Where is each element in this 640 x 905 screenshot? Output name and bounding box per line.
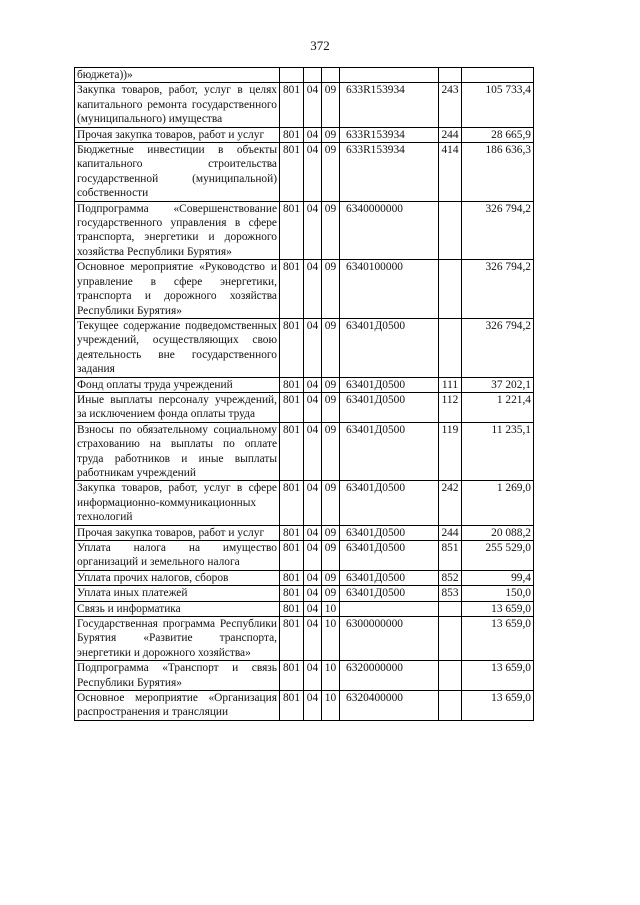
line-item-name: Связь и информатика [75,601,280,616]
table-row [75,601,534,616]
amount: 1 269,0 [462,481,534,525]
target-article-code: 63401Д0500 [340,392,439,422]
subsection-code: 10 [322,691,340,721]
section-code: 04 [304,201,322,260]
ministry-code: 801 [280,318,304,377]
amount: 11 235,1 [462,422,534,481]
target-article-code: 6340100000 [340,260,439,319]
subsection-code [322,68,340,83]
expense-type-code [439,318,462,377]
line-item-name: Взносы по обязательному социальному страхованию на выплаты по оплате труда работников и иные выплаты работникам учреждений [75,422,280,481]
target-article-code: 63401Д0500 [340,422,439,481]
expense-type-code [439,617,462,661]
target-article-code: 63401Д0500 [340,541,439,571]
table-row [75,525,534,540]
budget-table [74,67,534,721]
amount: 326 794,2 [462,260,534,319]
table-row [75,392,534,422]
ministry-code: 801 [280,83,304,127]
subsection-code: 10 [322,601,340,616]
subsection-code: 09 [322,586,340,601]
target-article-code [340,601,439,616]
page-number: 372 [310,38,330,53]
section-code: 04 [304,318,322,377]
target-article-code: 6300000000 [340,617,439,661]
amount: 13 659,0 [462,617,534,661]
section-code: 04 [304,601,322,616]
table-row [75,570,534,585]
section-code: 04 [304,143,322,202]
subsection-code: 09 [322,377,340,392]
expense-type-code: 851 [439,541,462,571]
ministry-code: 801 [280,525,304,540]
target-article-code: 633R153934 [340,127,439,142]
section-code: 04 [304,392,322,422]
expense-type-code: 242 [439,481,462,525]
expense-type-code [439,601,462,616]
subsection-code: 09 [322,481,340,525]
amount: 105 733,4 [462,83,534,127]
line-item-name: Бюджетные инвестиции в объекты капитального строительства государственной (муниципальной) собственности [75,143,280,202]
amount: 255 529,0 [462,541,534,571]
table-row [75,83,534,127]
table-row [75,661,534,691]
ministry-code: 801 [280,392,304,422]
section-code: 04 [304,83,322,127]
section-code: 04 [304,570,322,585]
table-row [75,143,534,202]
subsection-code: 10 [322,617,340,661]
subsection-code: 09 [322,541,340,571]
line-item-name: Основное мероприятие «Организация распространения и трансляции [75,691,280,721]
subsection-code: 09 [322,525,340,540]
line-item-name: Текущее содержание подведомственных учреждений, осуществляющих свою деятельность вне государственного задания [75,318,280,377]
table-row [75,318,534,377]
ministry-code: 801 [280,143,304,202]
table-row [75,586,534,601]
target-article-code: 63401Д0500 [340,318,439,377]
ministry-code: 801 [280,691,304,721]
amount: 1 221,4 [462,392,534,422]
section-code: 04 [304,481,322,525]
target-article-code: 6340000000 [340,201,439,260]
table-row [75,377,534,392]
line-item-name: Государственная программа Республики Бурятия «Развитие транспорта, энергетики и дорожного хозяйства» [75,617,280,661]
expense-type-code [439,661,462,691]
amount: 13 659,0 [462,691,534,721]
ministry-code: 801 [280,481,304,525]
amount: 326 794,2 [462,318,534,377]
target-article-code: 6320400000 [340,691,439,721]
ministry-code: 801 [280,661,304,691]
target-article-code: 633R153934 [340,143,439,202]
line-item-name: Прочая закупка товаров, работ и услуг [75,525,280,540]
amount: 326 794,2 [462,201,534,260]
subsection-code: 10 [322,661,340,691]
subsection-code: 09 [322,570,340,585]
section-code: 04 [304,586,322,601]
section-code: 04 [304,377,322,392]
amount: 99,4 [462,570,534,585]
ministry-code: 801 [280,541,304,571]
expense-type-code: 853 [439,586,462,601]
subsection-code: 09 [322,143,340,202]
table-row [75,617,534,661]
section-code [304,68,322,83]
section-code: 04 [304,525,322,540]
ministry-code: 801 [280,601,304,616]
section-code: 04 [304,691,322,721]
table-row [75,422,534,481]
table-row [75,68,534,83]
ministry-code: 801 [280,377,304,392]
expense-type-code: 112 [439,392,462,422]
subsection-code: 09 [322,201,340,260]
section-code: 04 [304,127,322,142]
subsection-code: 09 [322,127,340,142]
table-row [75,260,534,319]
amount: 13 659,0 [462,661,534,691]
section-code: 04 [304,661,322,691]
expense-type-code: 111 [439,377,462,392]
amount: 20 088,2 [462,525,534,540]
target-article-code: 633R153934 [340,83,439,127]
ministry-code: 801 [280,617,304,661]
table-row [75,481,534,525]
amount: 13 659,0 [462,601,534,616]
line-item-name: Основное мероприятие «Руководство и управление в сфере энергетики, транспорта и дорожного хозяйства Республики Бурятия» [75,260,280,319]
section-code: 04 [304,260,322,319]
expense-type-code: 244 [439,525,462,540]
line-item-name: Закупка товаров, работ, услуг в сфере информационно-коммуникационных технологий [75,481,280,525]
target-article-code: 63401Д0500 [340,481,439,525]
line-item-name: Уплата иных платежей [75,586,280,601]
amount: 37 202,1 [462,377,534,392]
ministry-code: 801 [280,201,304,260]
ministry-code [280,68,304,83]
ministry-code: 801 [280,570,304,585]
amount: 186 636,3 [462,143,534,202]
expense-type-code: 243 [439,83,462,127]
target-article-code: 63401Д0500 [340,377,439,392]
line-item-name: Уплата налога на имущество организаций и земельного налога [75,541,280,571]
line-item-name: Иные выплаты персоналу учреждений, за исключением фонда оплаты труда [75,392,280,422]
expense-type-code: 852 [439,570,462,585]
amount [462,68,534,83]
ministry-code: 801 [280,586,304,601]
line-item-name: Подпрограмма «Совершенствование государственного управления в сфере транспорта, энергетики и дорожного хозяйства Республики Бурятия» [75,201,280,260]
ministry-code: 801 [280,422,304,481]
amount: 28 665,9 [462,127,534,142]
target-article-code: 63401Д0500 [340,586,439,601]
target-article-code [340,68,439,83]
expense-type-code: 244 [439,127,462,142]
expense-type-code [439,201,462,260]
expense-type-code: 119 [439,422,462,481]
table-row [75,201,534,260]
table-row [75,541,534,571]
table-row [75,691,534,721]
line-item-name: Прочая закупка товаров, работ и услуг [75,127,280,142]
ministry-code: 801 [280,127,304,142]
table-row [75,127,534,142]
line-item-name: Подпрограмма «Транспорт и связь Республики Бурятия» [75,661,280,691]
line-item-name: Уплата прочих налогов, сборов [75,570,280,585]
target-article-code: 63401Д0500 [340,525,439,540]
section-code: 04 [304,617,322,661]
line-item-name: бюджета))» [75,68,280,83]
target-article-code: 6320000000 [340,661,439,691]
budget-table-body [75,68,534,721]
expense-type-code: 414 [439,143,462,202]
target-article-code: 63401Д0500 [340,570,439,585]
subsection-code: 09 [322,260,340,319]
subsection-code: 09 [322,318,340,377]
expense-type-code [439,260,462,319]
expense-type-code [439,68,462,83]
ministry-code: 801 [280,260,304,319]
section-code: 04 [304,541,322,571]
amount: 150,0 [462,586,534,601]
subsection-code: 09 [322,83,340,127]
subsection-code: 09 [322,422,340,481]
subsection-code: 09 [322,392,340,422]
section-code: 04 [304,422,322,481]
line-item-name: Закупка товаров, работ, услуг в целях капитального ремонта государственного (муниципального) имущества [75,83,280,127]
line-item-name: Фонд оплаты труда учреждений [75,377,280,392]
expense-type-code [439,691,462,721]
